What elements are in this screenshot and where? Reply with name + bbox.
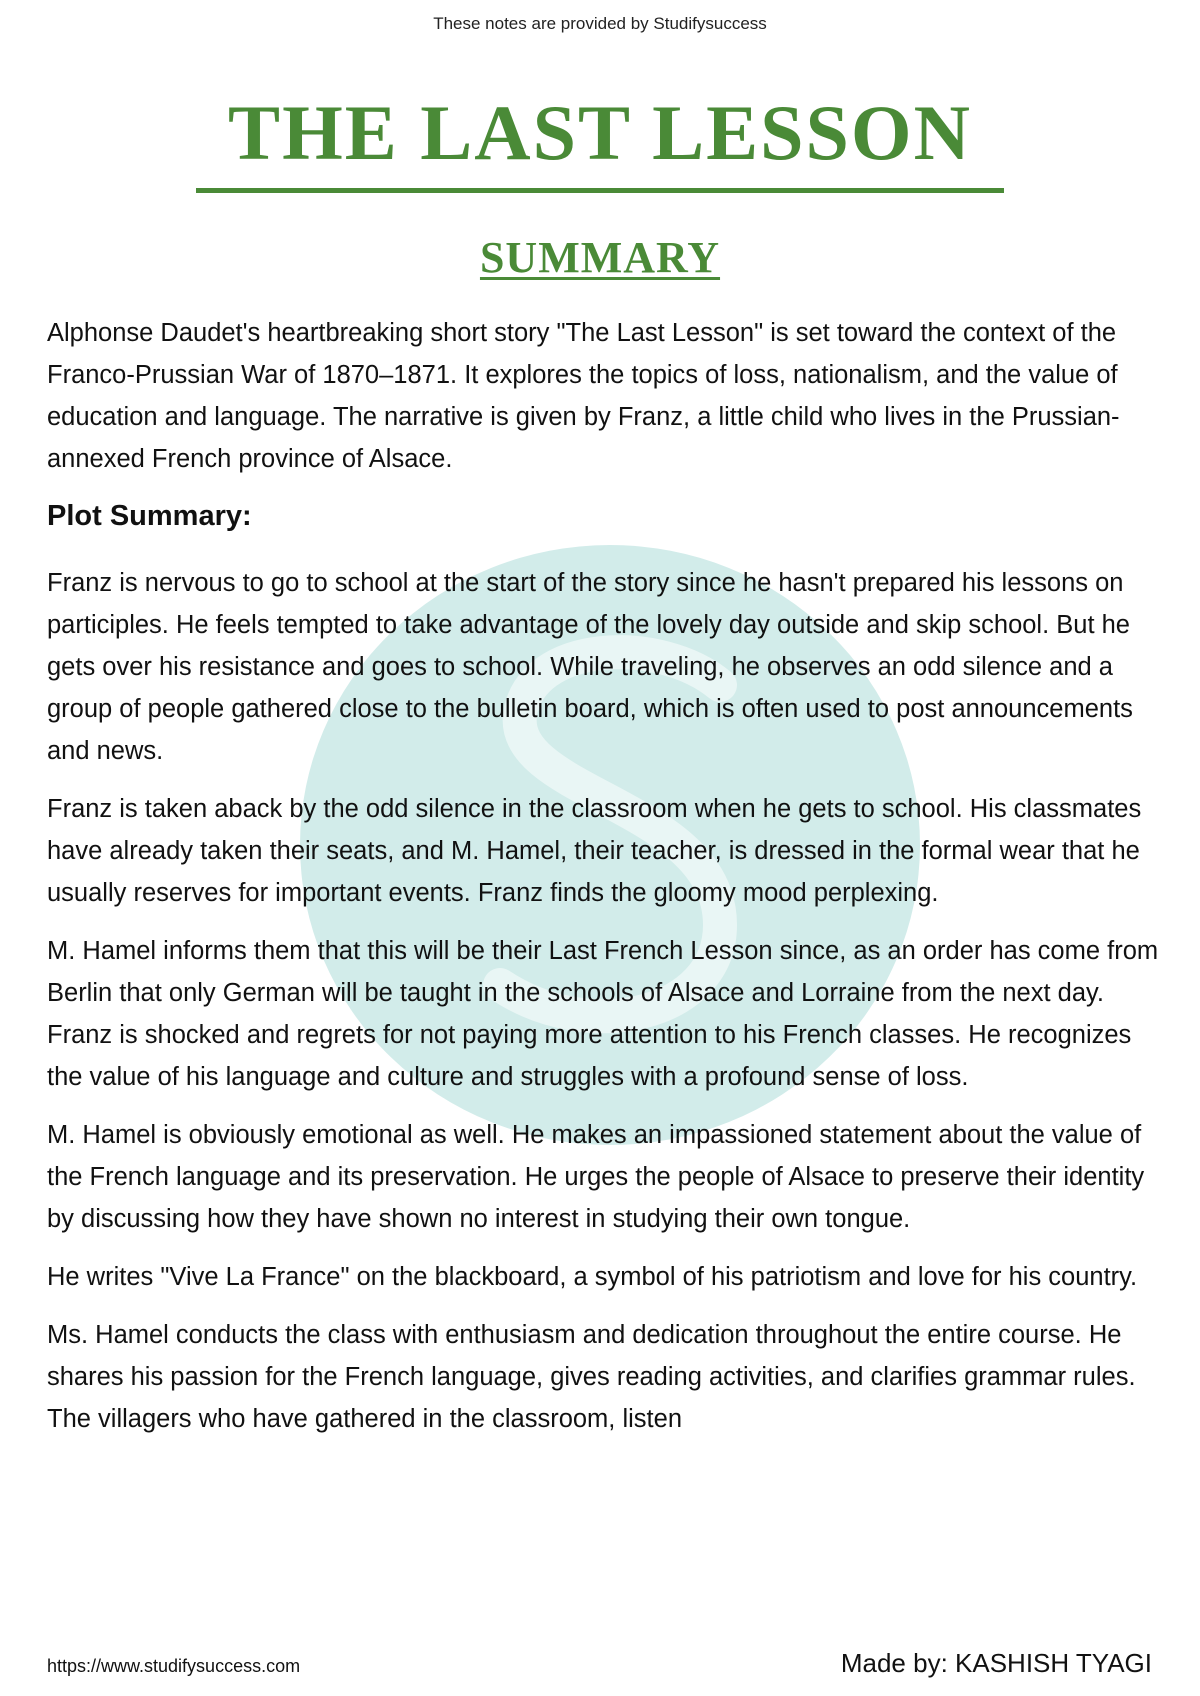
footer-website-link[interactable]: https://www.studifysuccess.com	[47, 1656, 301, 1676]
title-underline-divider	[196, 188, 1004, 193]
plot-summary-heading: Plot Summary:	[47, 500, 252, 532]
footer-author-credit: Made by: KASHISH TYAGI	[840, 1648, 1152, 1678]
plot-paragraph: M. Hamel is obviously emotional as well. He makes an impassioned statement about the value of the French language and its preservation. He urges the people of Alsace to preserve their identity by discussing how they have shown no interest in studying their own tongue.	[47, 1121, 1145, 1233]
intro-paragraph: Alphonse Daudet's heartbreaking short story "The Last Lesson" is set toward the context of the Franco-Prussian War of 1870–1871. It explores the topics of loss, nationalism, and the value of education and language. The narrative is given by Franz, a little child who lives in the Prussian-annexed French province of Alsace.	[47, 319, 1120, 473]
plot-summary-body	[47, 562, 1165, 1456]
section-title-summary: SUMMARY	[479, 233, 721, 282]
plot-paragraph: Franz is taken aback by the odd silence in the classroom when he gets to school. His classmates have already taken their seats, and M. Hamel, their teacher, is dressed in the formal wear that he usually reserves for important events. Franz finds the gloomy mood perplexing.	[47, 795, 1142, 907]
plot-paragraph: Ms. Hamel conducts the class with enthusiasm and dedication throughout the entire course. He shares his passion for the French language, gives reading activities, and clarifies grammar rules. The villagers who have gathered in the classroom, listen	[47, 1321, 1136, 1433]
page-title: THE LAST LESSON	[228, 89, 972, 176]
plot-paragraph: M. Hamel informs them that this will be their Last French Lesson since, as an order has come from Berlin that only German will be taught in the schools of Alsace and Lorraine from the next day. Franz is shocked and regrets for not paying more attention to his French classes. He recognizes the value of his language and culture and struggles with a profound sense of loss.	[47, 937, 1159, 1091]
plot-paragraph: Franz is nervous to go to school at the start of the story since he hasn't prepared his lessons on participles. He feels tempted to take advantage of the lovely day outside and skip school. But he gets over his resistance and goes to school. While traveling, he observes an odd silence and a group of people gathered close to the bulletin board, which is often used to post announcements and news.	[47, 569, 1133, 765]
provider-note: These notes are provided by Studifysuccess	[433, 14, 767, 33]
plot-paragraph: He writes "Vive La France" on the blackboard, a symbol of his patriotism and love for his country.	[47, 1263, 1138, 1291]
